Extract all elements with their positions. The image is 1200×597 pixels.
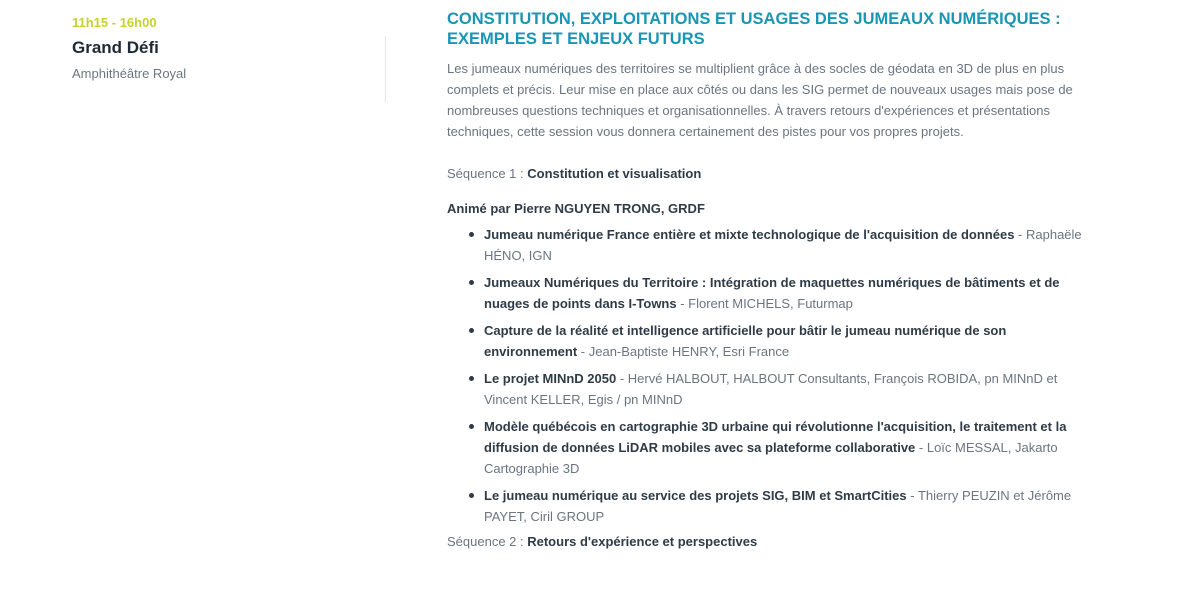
- session-time: 11h15 - 16h00: [72, 15, 157, 30]
- talk-title: Jumeaux Numériques du Territoire : Intégration de maquettes numériques de bâtiments et de nuages de points dans I-Towns: [484, 275, 1060, 311]
- bullet-icon: [469, 328, 474, 333]
- talk-speakers: - Raphaële HÉNO, IGN: [484, 227, 1082, 263]
- room-title: Grand Défi: [72, 38, 159, 57]
- talk-title: Capture de la réalité et intelligence artificielle pour bâtir le jumeau numérique de son environnement: [484, 323, 1007, 359]
- talk-title: Le projet MINnD 2050: [484, 371, 617, 386]
- room-location: Amphithéâtre Royal: [72, 66, 187, 81]
- column-divider: [385, 36, 386, 102]
- sequence-1-name: Constitution et visualisation: [527, 166, 702, 181]
- talk-speakers: - Jean-Baptiste HENRY, Esri France: [577, 344, 790, 359]
- talk-speakers: - Hervé HALBOUT, HALBOUT Consultants, François ROBIDA, pn MINnD et Vincent KELLER, Egis / pn MINnD: [484, 371, 1058, 407]
- talk-item: [484, 416, 1087, 479]
- sequence-1: [447, 165, 1087, 183]
- animator: Animé par Pierre NGUYEN TRONG, GRDF: [447, 201, 705, 216]
- bullet-icon: [469, 376, 474, 381]
- talk-item: [484, 224, 1087, 266]
- sequence-2-name: Retours d'expérience et perspectives: [527, 534, 758, 549]
- bullet-icon: [469, 424, 474, 429]
- sequence-2: [447, 533, 1087, 551]
- bullet-icon: [469, 493, 474, 498]
- talk-title: Jumeau numérique France entière et mixte technologique de l'acquisition de données: [484, 227, 1015, 242]
- talk-item: [484, 368, 1087, 410]
- bullet-icon: [469, 232, 474, 237]
- talk-speakers: - Thierry PEUZIN et Jérôme PAYET, Ciril GROUP: [484, 488, 1072, 524]
- session-title: CONSTITUTION, EXPLOITATIONS ET USAGES DES JUMEAUX NUMÉRIQUES : EXEMPLES ET ENJEUX FUTURS: [447, 10, 1061, 48]
- session-info: [72, 14, 372, 82]
- session-intro: Les jumeaux numériques des territoires se multiplient grâce à des socles de géodata en 3D de plus en plus complets et précis. Leur mise en place aux côtés ou dans les SIG permet de nouveaux usages mais pose de nombreuses questions techniques et organisationnelles. À travers retours d'expériences et présentations techniques, cette session vous donnera certainement des pistes pour vos propres projets.: [447, 61, 1073, 139]
- talk-item: [484, 485, 1087, 527]
- sequence-1-prefix: Séquence 1 :: [447, 166, 528, 181]
- talk-title: Modèle québécois en cartographie 3D urbaine qui révolutionne l'acquisition, le traitement et la diffusion de données LiDAR mobiles avec sa plateforme collaborative: [484, 419, 1067, 455]
- talk-item: [484, 272, 1087, 314]
- talk-speakers: - Loïc MESSAL, Jakarto Cartographie 3D: [484, 440, 1058, 476]
- talk-item: [484, 320, 1087, 362]
- session-content: [447, 9, 1087, 551]
- sequence-2-prefix: Séquence 2 :: [447, 534, 528, 549]
- talk-title: Le jumeau numérique au service des projets SIG, BIM et SmartCities: [484, 488, 907, 503]
- talk-speakers: - Florent MICHELS, Futurmap: [676, 296, 853, 311]
- talk-list: [447, 224, 1087, 527]
- bullet-icon: [469, 280, 474, 285]
